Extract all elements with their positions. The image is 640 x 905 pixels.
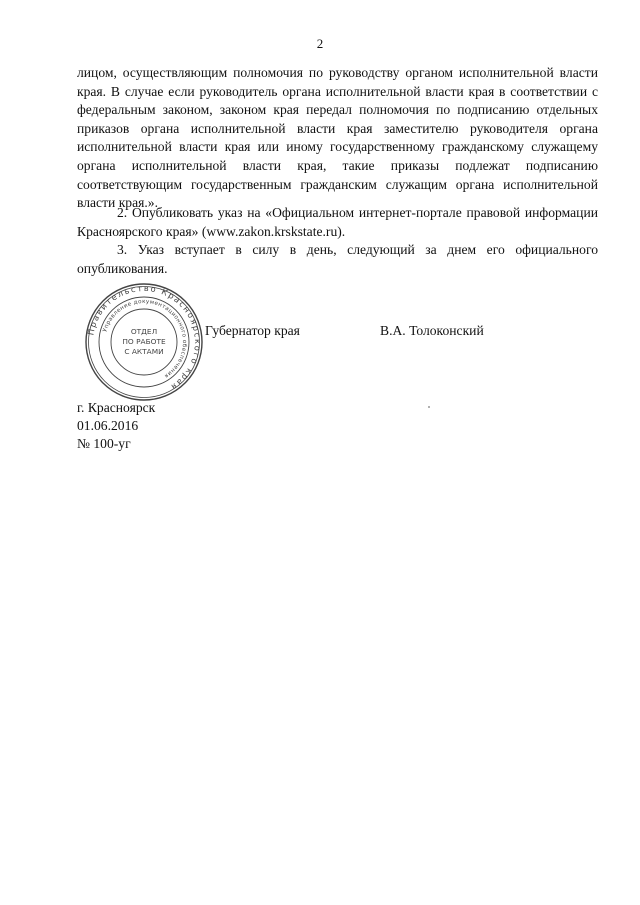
stamp-center-line-1: ОТДЕЛ bbox=[130, 327, 158, 336]
stamp-center-line-2: ПО РАБОТЕ bbox=[122, 337, 166, 346]
signature-name: В.А. Толоконский bbox=[380, 323, 484, 338]
stamp-inner-ring-text: Управление документационного обеспечения bbox=[102, 298, 188, 379]
footer-city: г. Красноярск bbox=[77, 400, 156, 415]
paragraph-item-2: 2. Опубликовать указ на «Официальном интернет-портале правовой информации Красноярского края» (www.zakon.krskstate.ru). bbox=[77, 205, 598, 239]
footer-date: 01.06.2016 bbox=[77, 418, 139, 433]
signature-role: Губернатор края bbox=[205, 323, 300, 338]
scan-speck bbox=[428, 406, 430, 408]
page-number: 2 bbox=[316, 36, 324, 51]
paragraph-continuation: лицом, осуществляющим полномочия по руководству органом исполнительной власти края. В случае если руководитель органа исполнительной власти края в соответствии с федеральным законом, законом края передал полномочия по подписанию отдельных приказов органа исполнительной власти края заместителю руководителя органа исполнительной власти края или иному государственному гражданскому служащему органа исполнительной власти края, такие приказы подлежат подписанию соответствующим государственным гражданским служащим органа исполнительной власти края.». bbox=[77, 65, 598, 211]
footer-document-number: № 100-уг bbox=[77, 436, 131, 451]
paragraph-item-3: 3. Указ вступает в силу в день, следующий за днем его официального опубликования. bbox=[77, 242, 598, 276]
stamp-center-line-3: С АКТАМИ bbox=[124, 347, 164, 356]
stamp-outer-text: Правительство Красноярского края bbox=[85, 282, 204, 393]
official-stamp bbox=[84, 282, 204, 402]
